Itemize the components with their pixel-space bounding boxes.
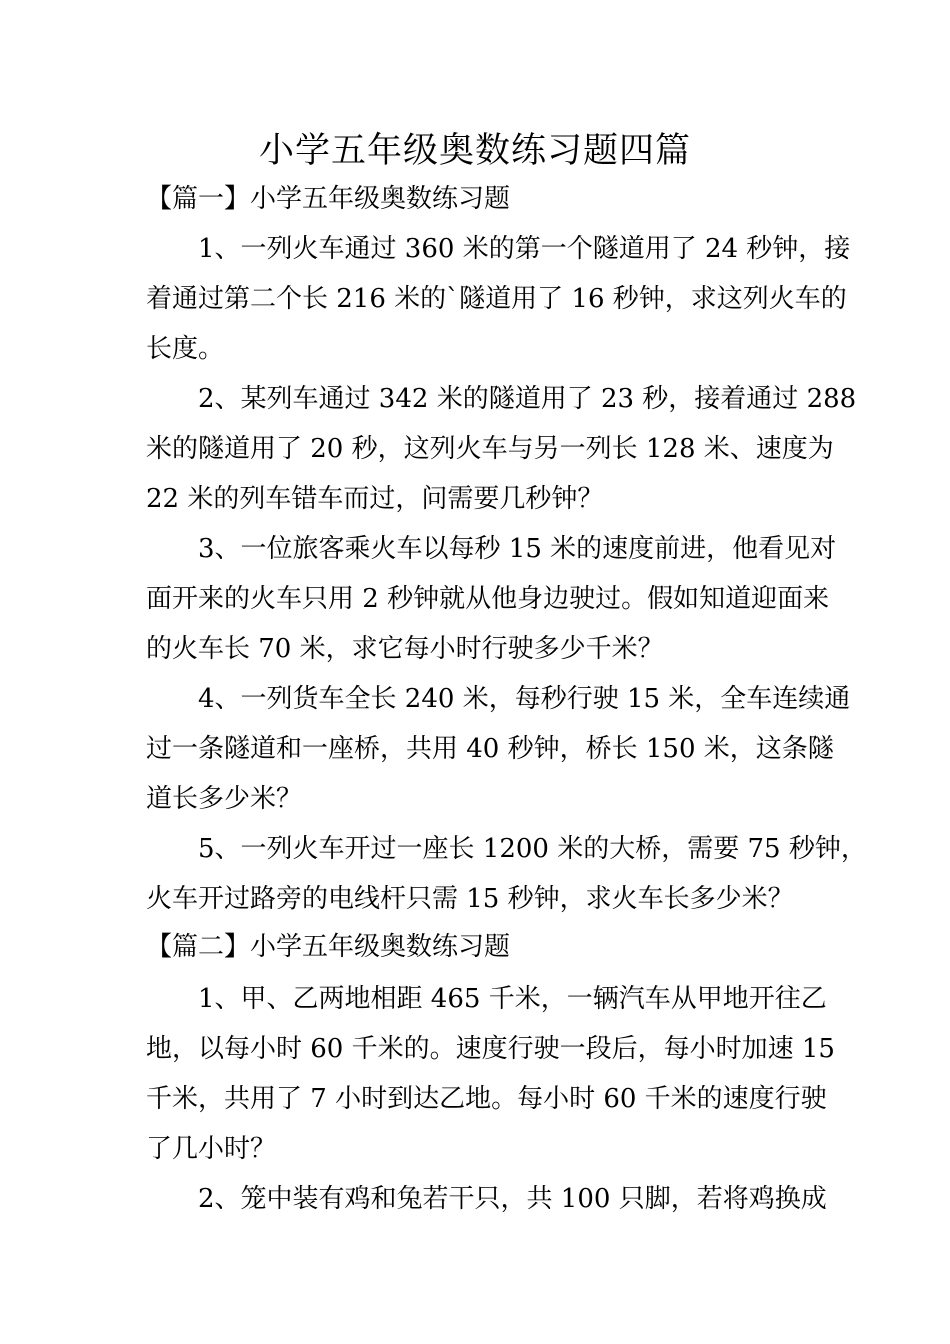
problem-line: 2、某列车通过 342 米的隧道用了 23 秒，接着通过 288 [198, 384, 857, 414]
page-title: 小学五年级奥数练习题四篇 [258, 131, 691, 171]
problem-line: 5、一列火车开过一座长 1200 米的大桥，需要 75 秒钟， [198, 834, 867, 864]
problem-line: 1、一列火车通过 360 米的第一个隧道用了 24 秒钟，接 [198, 234, 851, 264]
problem-line: 地，以每小时 60 千米的。速度行驶一段后，每小时加速 15 [146, 1034, 835, 1064]
problem-line: 3、一位旅客乘火车以每秒 15 米的速度前进，他看见对 [198, 534, 837, 564]
section-heading-1: 【篇一】小学五年级奥数练习题 [146, 184, 511, 214]
problem-line: 长度。 [146, 334, 225, 364]
problem-line: 火车开过路旁的电线杆只需 15 秒钟，求火车长多少米？ [146, 884, 794, 914]
problem-line: 了几小时？ [146, 1134, 277, 1164]
problem-line: 2、笼中装有鸡和兔若干只，共 100 只脚，若将鸡换成 [198, 1184, 827, 1214]
problem-line: 的火车长 70 米，求它每小时行驶多少千米？ [146, 634, 664, 664]
problem-line: 道长多少米？ [146, 784, 303, 814]
problem-line: 米的隧道用了 20 秒，这列火车与另一列长 128 米、速度为 [146, 434, 834, 464]
section-heading-2: 【篇二】小学五年级奥数练习题 [146, 932, 511, 962]
problem-line: 过一条隧道和一座桥，共用 40 秒钟，桥长 150 米，这条隧 [146, 734, 834, 764]
problem-line: 面开来的火车只用 2 秒钟就从他身边驶过。假如知道迎面来 [146, 584, 830, 614]
problem-line: 千米，共用了 7 小时到达乙地。每小时 60 千米的速度行驶 [146, 1084, 827, 1114]
problem-line: 4、一列货车全长 240 米，每秒行驶 15 米，全车连续通 [198, 684, 851, 714]
problem-line: 1、甲、乙两地相距 465 千米，一辆汽车从甲地开往乙 [198, 984, 827, 1014]
problem-line: 22 米的列车错车而过，问需要几秒钟？ [146, 484, 604, 514]
problem-line: 着通过第二个长 216 米的`隧道用了 16 秒钟，求这列火车的 [146, 284, 847, 314]
